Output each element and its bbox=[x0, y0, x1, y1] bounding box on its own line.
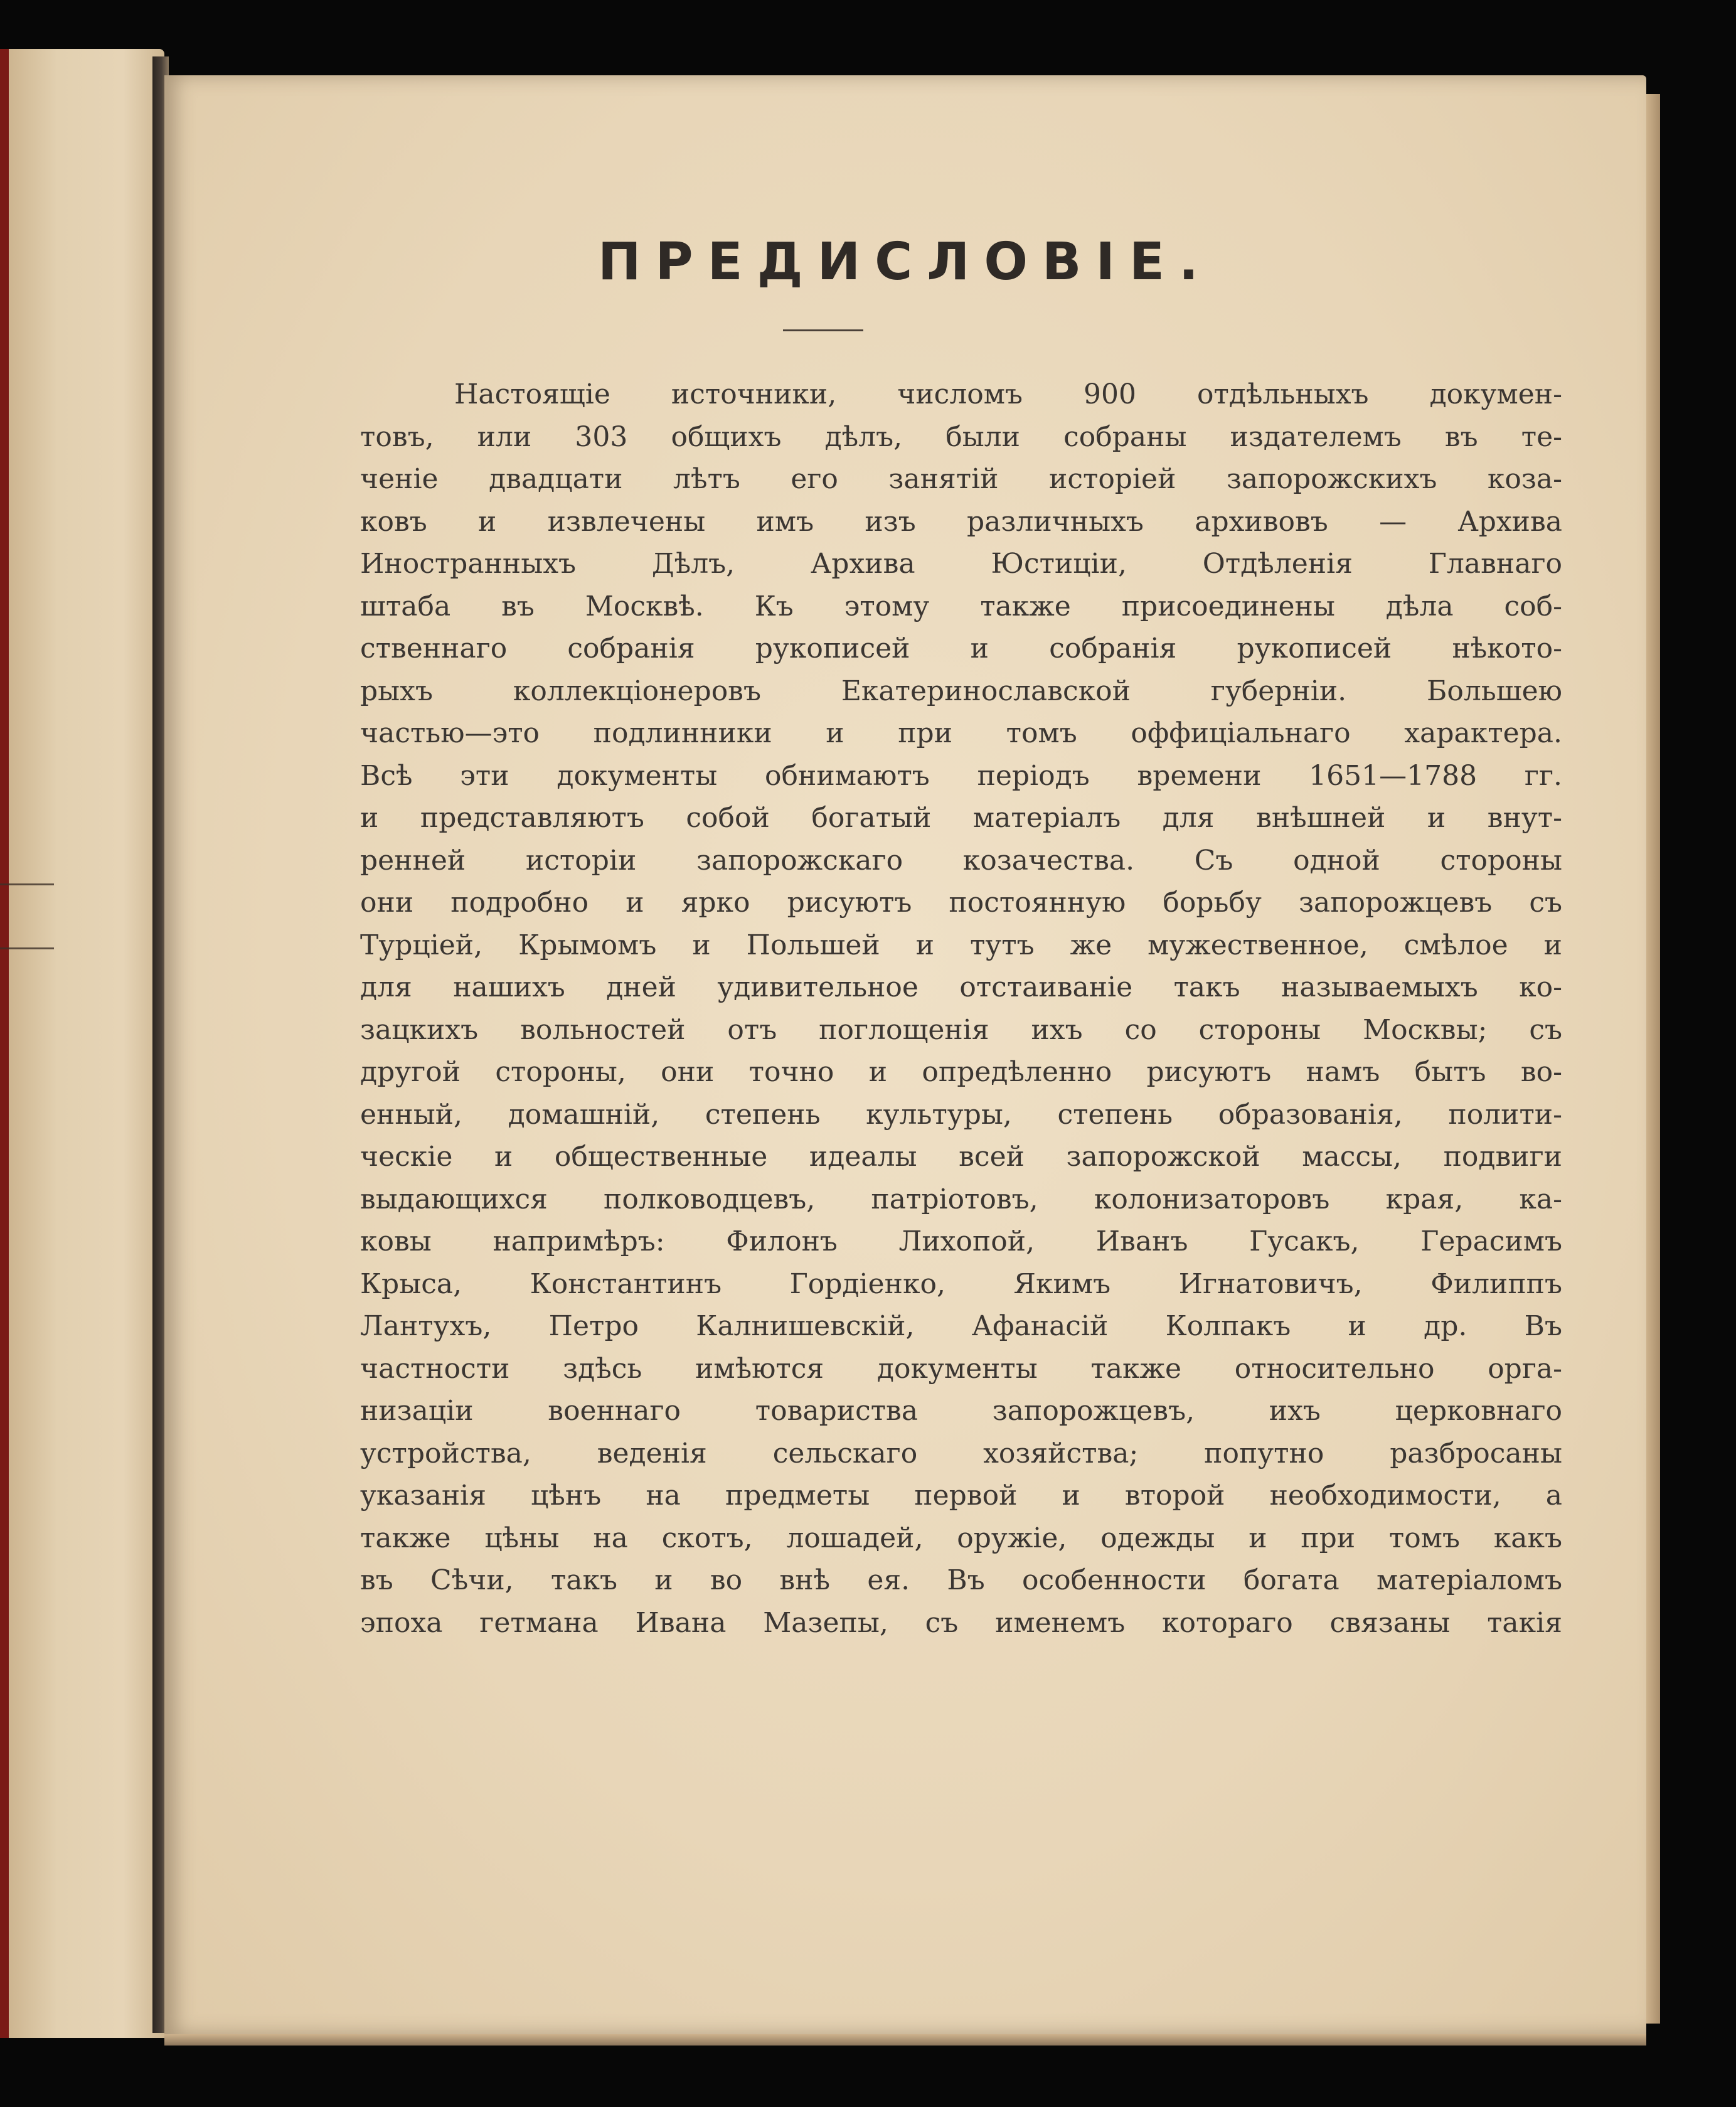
text-line: и представляютъ собой богатый матеріалъ для внѣшней и внут- bbox=[360, 802, 1562, 834]
text-line: выдающихся полководцевъ, патріотовъ, колонизаторовъ края, ка- bbox=[360, 1183, 1562, 1215]
facing-page-left bbox=[0, 49, 164, 2038]
text-line: ченіе двадцати лѣтъ его занятій исторіей запорожскихъ коза- bbox=[360, 463, 1562, 495]
facing-page-rule bbox=[0, 947, 54, 949]
page-right bbox=[164, 75, 1646, 2034]
page-title: ПРЕДИСЛОВІЕ. bbox=[597, 232, 1213, 292]
text-line: ковы напримѣръ: Филонъ Лихопой, Иванъ Гусакъ, Герасимъ bbox=[360, 1225, 1562, 1257]
text-line: штаба въ Москвѣ. Къ этому также присоединены дѣла соб- bbox=[360, 590, 1562, 622]
text-line: Всѣ эти документы обнимаютъ періодъ времени 1651—1788 гг. bbox=[360, 759, 1562, 792]
text-line: устройства, веденія сельскаго хозяйства; попутно разбросаны bbox=[360, 1437, 1562, 1470]
text-line: въ Сѣчи, такъ и во внѣ ея. Въ особенности богата матеріаломъ bbox=[360, 1564, 1562, 1596]
text-line: товъ, или 303 общихъ дѣлъ, были собраны издателемъ въ те- bbox=[360, 420, 1562, 453]
text-line: ковъ и извлечены имъ изъ различныхъ архивовъ — Архива bbox=[360, 505, 1562, 538]
text-line: частью—это подлинники и при томъ оффиціальнаго характера. bbox=[360, 717, 1562, 749]
text-line: для нашихъ дней удивительное отстаиваніе такъ называемыхъ ко- bbox=[360, 971, 1562, 1003]
red-cover-edge bbox=[0, 49, 9, 2038]
text-line: эпоха гетмана Ивана Мазепы, съ именемъ котораго связаны такія bbox=[360, 1606, 1562, 1639]
page-edge bbox=[1646, 94, 1660, 2024]
text-line: Лантухъ, Петро Калнишевскій, Афанасій Колпакъ и др. Въ bbox=[360, 1310, 1562, 1342]
preface-text bbox=[360, 373, 1562, 1644]
text-line: Турціей, Крымомъ и Польшей и тутъ же мужественное, смѣлое и bbox=[360, 929, 1562, 961]
text-line: ственнаго собранія рукописей и собранія рукописей нѣкото- bbox=[360, 632, 1562, 664]
facing-page-rule bbox=[0, 883, 54, 885]
text-line: низаціи военнаго товариства запорожцевъ, ихъ церковнаго bbox=[360, 1395, 1562, 1427]
text-line: рыхъ коллекціонеровъ Екатеринославской губерніи. Большею bbox=[360, 675, 1562, 707]
text-line: Иностранныхъ Дѣлъ, Архива Юстиціи, Отдѣленія Главнаго bbox=[360, 548, 1562, 580]
text-line: зацкихъ вольностей отъ поглощенія ихъ со стороны Москвы; съ bbox=[360, 1013, 1562, 1046]
text-line: частности здѣсь имѣются документы также относительно орга- bbox=[360, 1352, 1562, 1385]
text-line: другой стороны, они точно и опредѣленно рисуютъ намъ бытъ во- bbox=[360, 1056, 1562, 1088]
text-line: указанія цѣнъ на предметы первой и второй необходимости, а bbox=[360, 1480, 1562, 1512]
text-line: ческіе и общественные идеалы всей запорожской массы, подвиги bbox=[360, 1141, 1562, 1173]
text-line: енный, домашній, степень культуры, степень образованія, полити- bbox=[360, 1098, 1562, 1131]
page-bottom-edge bbox=[164, 2034, 1646, 2046]
text-line: ренней исторіи запорожскаго козачества. Съ одной стороны bbox=[360, 844, 1562, 877]
text-line: Крыса, Константинъ Гордіенко, Якимъ Игнатовичъ, Филиппъ bbox=[360, 1267, 1562, 1300]
text-line: они подробно и ярко рисуютъ постоянную борьбу запорожцевъ съ bbox=[360, 887, 1562, 919]
text-line: Настоящіе источники, числомъ 900 отдѣльныхъ докумен- bbox=[454, 378, 1562, 410]
text-line: также цѣны на скотъ, лошадей, оружіе, одежды и при томъ какъ bbox=[360, 1522, 1562, 1554]
